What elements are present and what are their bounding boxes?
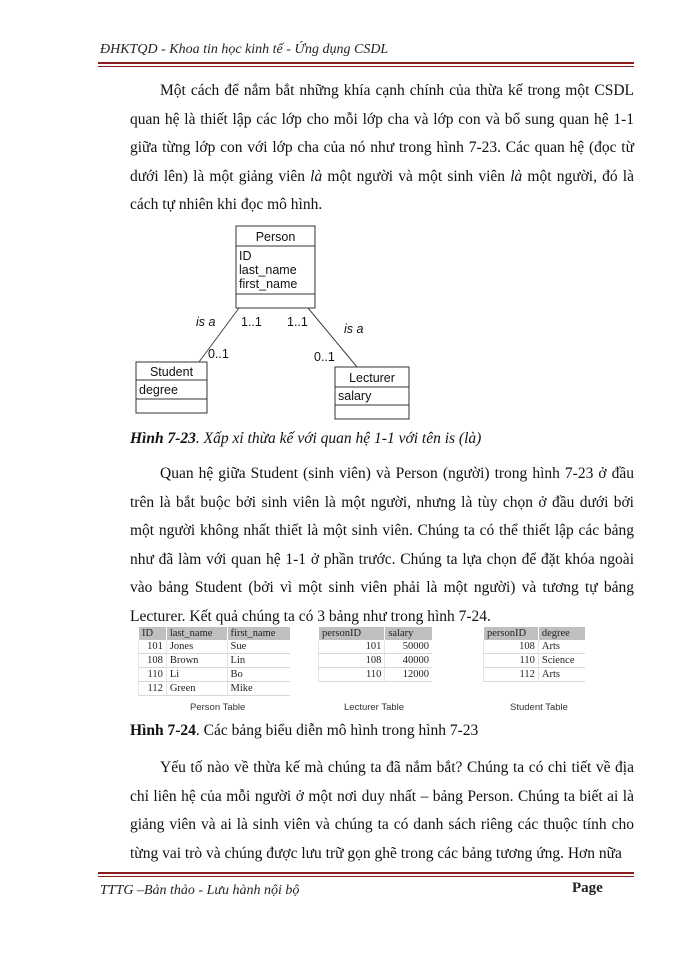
table-cell: Brown (166, 654, 227, 668)
page-header: ĐHKTQD - Khoa tin học kinh tế - Ứng dụng CSDL (100, 42, 389, 57)
table-row (139, 640, 291, 654)
table-row (319, 668, 433, 682)
table-cell: Green (166, 682, 227, 696)
person-class-name: Person (255, 230, 296, 244)
table-cell: 108 (484, 640, 539, 654)
table-cell: 108 (139, 654, 167, 668)
paragraph-inheritance-summary: Yếu tố nào về thừa kế mà chúng ta đã nắm bắt? Chúng ta có chi tiết về địa chỉ liên hệ của mỗi người ở một nơi duy nhất – bảng Person. Chúng ta biết ai là giảng viên và ai là sinh viên và chúng ta có danh sách riêng các thuộc tính cho từng vai trò và chúng được lưu trữ gọn ghẽ trong các bảng tương ứng. Hơn nữa (130, 759, 634, 862)
table-cell: Arts (538, 668, 585, 682)
left-bottom-multiplicity: 0..1 (208, 347, 229, 361)
table-cell: 101 (139, 640, 167, 654)
lecturer-class (335, 367, 409, 419)
student-class-name: Student (149, 365, 194, 379)
page-label: Page (572, 880, 603, 896)
table-cell: 110 (139, 668, 167, 682)
person-attr-last-name: last_name (239, 263, 297, 277)
table-cell: Sue (227, 640, 290, 654)
table-cell: Jones (166, 640, 227, 654)
page-footer: TTTG –Bản thảo - Lưu hành nội bộ (100, 883, 300, 898)
student-table-name: Student Table (510, 702, 568, 713)
table-header-cell: ID (139, 627, 167, 640)
footer-rule-thin (98, 876, 634, 877)
right-link-label: is a (344, 322, 364, 336)
figure-caption-7-24: Hình 7-24. Các bảng biểu diễn mô hình trong hình 7-23 (130, 722, 479, 739)
table-cell: 112 (484, 668, 539, 682)
table-cell: 12000 (385, 668, 432, 682)
table-header-cell: personID (319, 627, 385, 640)
table-header-cell: degree (538, 627, 585, 640)
table-cell: 112 (139, 682, 167, 696)
person-table (138, 627, 290, 696)
paragraph-tables-explanation: Quan hệ giữa Student (sinh viên) và Person (người) trong hình 7-23 ở đầu trên là bắt buộc bởi sinh viên là một người, nhưng là tùy chọn ở đầu dưới bởi một người không nhất thiết là một sinh viên. Chúng ta có thể thiết lập các bảng như đã làm với quan hệ 1-1 ở phần trước. Chúng ta lựa chọn để đặt khóa ngoài vào bảng Student (bởi vì một sinh viên phải là một người) và tương tự bảng Lecturer. Kết quả chúng ta có 3 bảng như trong hình 7-24. (130, 465, 634, 625)
table-cell: Bo (227, 668, 290, 682)
table-cell: 110 (319, 668, 385, 682)
table-row (319, 654, 433, 668)
right-bottom-multiplicity: 0..1 (314, 350, 335, 364)
table-cell: 40000 (385, 654, 432, 668)
table-row (139, 668, 291, 682)
table-cell: 110 (484, 654, 539, 668)
table-cell: Arts (538, 640, 585, 654)
table-header-cell: salary (385, 627, 432, 640)
table-row (139, 654, 291, 668)
table-cell: 101 (319, 640, 385, 654)
table-cell: Lin (227, 654, 290, 668)
table-cell: 50000 (385, 640, 432, 654)
footer-rule (98, 872, 634, 874)
lecturer-class-name: Lecturer (349, 371, 395, 385)
person-class (236, 226, 315, 308)
lecturer-attr-salary: salary (338, 389, 372, 403)
student-table (483, 627, 585, 682)
student-attr-degree: degree (139, 383, 178, 397)
person-table-name: Person Table (190, 702, 246, 713)
table-header-cell: last_name (166, 627, 227, 640)
person-attr-first-name: first_name (239, 277, 298, 291)
figure-caption-7-23: Hình 7-23. Xấp xỉ thừa kế với quan hệ 1-1 với tên is (là) (130, 430, 482, 447)
lecturer-table (318, 627, 432, 682)
table-row (484, 668, 586, 682)
left-top-multiplicity: 1..1 (241, 315, 262, 329)
table-row (139, 682, 291, 696)
table-cell: 108 (319, 654, 385, 668)
table-row (319, 640, 433, 654)
table-cell: Mike (227, 682, 290, 696)
lecturer-table-name: Lecturer Table (344, 702, 405, 713)
table-header-cell: first_name (227, 627, 290, 640)
table-cell: Li (166, 668, 227, 682)
student-class (136, 362, 207, 413)
paragraph-intro: Một cách để nắm bắt những khía cạnh chính của thừa kế trong một CSDL quan hệ là thiết lập các lớp cho mỗi lớp cha và lớp con và bổ sung quan hệ 1-1 giữa từng lớp con với lớp cha của nó như trong hình 7-23. Các quan hệ (đọc từ dưới lên) là một giảng viên là một người và một sinh viên là một người, đó là cách tự nhiên khi đọc mô hình. (130, 82, 634, 213)
person-attr-id: ID (239, 249, 252, 263)
right-top-multiplicity: 1..1 (287, 315, 308, 329)
table-header-cell: personID (484, 627, 539, 640)
table-cell: Science (538, 654, 585, 668)
left-link-label: is a (196, 315, 216, 329)
table-row (484, 640, 586, 654)
table-row (484, 654, 586, 668)
